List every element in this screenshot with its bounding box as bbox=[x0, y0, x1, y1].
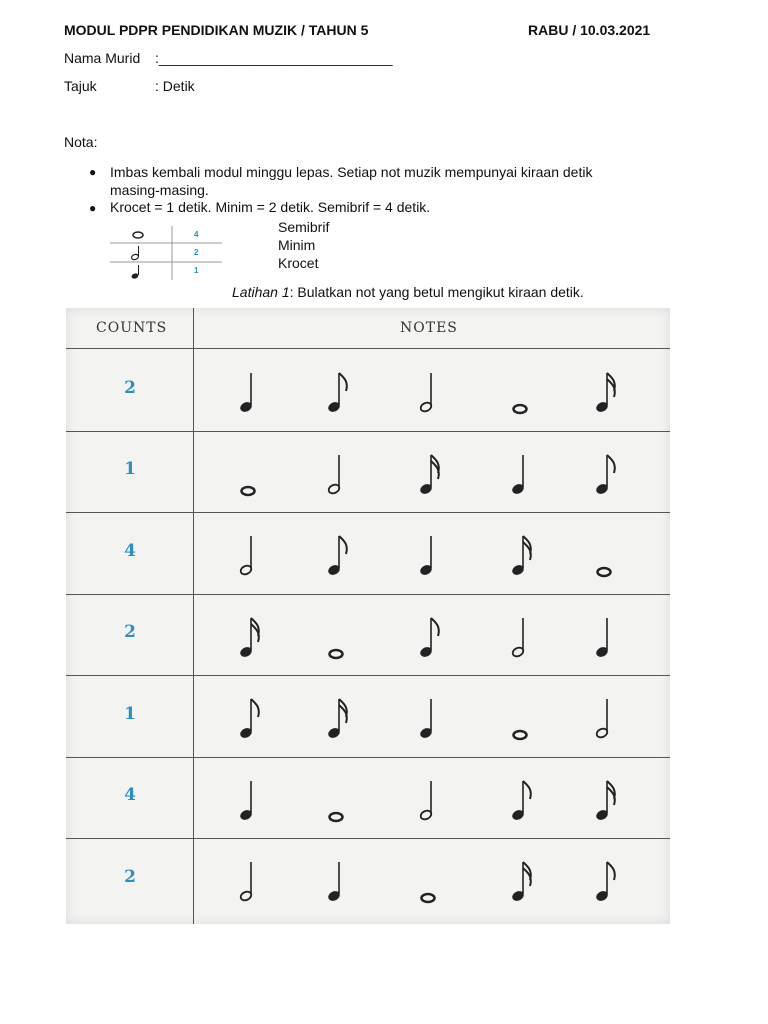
semiquaver-note-icon[interactable] bbox=[590, 767, 630, 827]
crotchet-note-icon[interactable] bbox=[506, 441, 546, 501]
minim-note-icon[interactable] bbox=[506, 604, 546, 664]
bullet-text-1 bbox=[110, 163, 670, 199]
count-value: 1 bbox=[124, 703, 136, 724]
legend-count-semibreve: 4 bbox=[194, 230, 199, 239]
semibreve-note-icon[interactable] bbox=[506, 685, 546, 745]
legend-semibrif: Semibrif bbox=[278, 219, 330, 235]
counts-notes-worksheet bbox=[66, 308, 670, 924]
column-header-notes: NOTES bbox=[400, 320, 458, 336]
row-divider bbox=[66, 838, 670, 839]
exercise-instruction bbox=[232, 284, 584, 300]
student-name-line: :______________________________ bbox=[155, 50, 393, 66]
count-value: 4 bbox=[124, 785, 136, 806]
exercise-label: Latihan 1 bbox=[232, 284, 290, 300]
module-title: MODUL PDPR PENDIDIKAN MUZIK / TAHUN 5 bbox=[64, 22, 369, 38]
bullet-text-2: Krocet = 1 detik. Minim = 2 detik. Semibrif = 4 detik. bbox=[110, 199, 431, 215]
semibreve-icon bbox=[133, 232, 143, 238]
legend-names bbox=[278, 218, 329, 272]
count-value: 1 bbox=[124, 459, 136, 480]
bullet-dot: ● bbox=[89, 201, 97, 215]
count-value: 4 bbox=[124, 540, 136, 561]
crotchet-note-icon[interactable] bbox=[322, 848, 362, 908]
bullet-1-line-2: masing-masing. bbox=[110, 182, 209, 198]
crotchet-note-icon[interactable] bbox=[234, 767, 274, 827]
column-header-counts: COUNTS bbox=[96, 320, 168, 336]
semibreve-note-icon[interactable] bbox=[234, 441, 274, 501]
topic-label: Tajuk bbox=[64, 78, 97, 94]
semiquaver-note-icon[interactable] bbox=[322, 685, 362, 745]
legend-count-minim: 2 bbox=[194, 248, 199, 257]
row-divider bbox=[66, 757, 670, 758]
semibreve-note-icon[interactable] bbox=[322, 604, 362, 664]
count-value: 2 bbox=[124, 377, 136, 398]
crotchet-note-icon[interactable] bbox=[414, 685, 454, 745]
count-value: 2 bbox=[124, 866, 136, 887]
bullet-dot: ● bbox=[89, 165, 97, 179]
minim-note-icon[interactable] bbox=[414, 767, 454, 827]
minim-note-icon[interactable] bbox=[322, 441, 362, 501]
crotchet-icon bbox=[131, 272, 139, 279]
minim-note-icon[interactable] bbox=[234, 522, 274, 582]
minim-note-icon[interactable] bbox=[414, 359, 454, 419]
legend-grid bbox=[110, 226, 222, 280]
semiquaver-note-icon[interactable] bbox=[590, 359, 630, 419]
notes-heading: Nota: bbox=[64, 134, 98, 150]
quaver-note-icon[interactable] bbox=[322, 522, 362, 582]
semibreve-note-icon[interactable] bbox=[322, 767, 362, 827]
semiquaver-note-icon[interactable] bbox=[234, 604, 274, 664]
row-divider bbox=[66, 431, 670, 432]
semibreve-note-icon[interactable] bbox=[506, 359, 546, 419]
legend-count-crotchet: 1 bbox=[194, 266, 199, 275]
crotchet-note-icon[interactable] bbox=[414, 522, 454, 582]
minim-icon bbox=[131, 253, 139, 260]
exercise-text: : Bulatkan not yang betul mengikut kiraan detik. bbox=[289, 284, 584, 300]
row-divider bbox=[66, 594, 670, 595]
semiquaver-note-icon[interactable] bbox=[414, 441, 454, 501]
count-value: 2 bbox=[124, 622, 136, 643]
crotchet-note-icon[interactable] bbox=[590, 604, 630, 664]
quaver-note-icon[interactable] bbox=[322, 359, 362, 419]
row-divider bbox=[66, 675, 670, 676]
minim-note-icon[interactable] bbox=[234, 848, 274, 908]
quaver-note-icon[interactable] bbox=[590, 848, 630, 908]
semibreve-note-icon[interactable] bbox=[590, 522, 630, 582]
student-name-label: Nama Murid bbox=[64, 50, 141, 66]
legend-minim: Minim bbox=[278, 237, 316, 253]
semiquaver-note-icon[interactable] bbox=[506, 848, 546, 908]
quaver-note-icon[interactable] bbox=[590, 441, 630, 501]
quaver-note-icon[interactable] bbox=[234, 685, 274, 745]
semibreve-note-icon[interactable] bbox=[414, 848, 454, 908]
bullet-1-line-1: Imbas kembali modul minggu lepas. Setiap not muzik mempunyai kiraan detik bbox=[110, 164, 593, 180]
column-divider bbox=[193, 308, 194, 924]
topic-value: : Detik bbox=[155, 78, 195, 94]
semiquaver-note-icon[interactable] bbox=[506, 522, 546, 582]
quaver-note-icon[interactable] bbox=[414, 604, 454, 664]
header-divider bbox=[66, 348, 670, 349]
quaver-note-icon[interactable] bbox=[506, 767, 546, 827]
row-divider bbox=[66, 512, 670, 513]
minim-note-icon[interactable] bbox=[590, 685, 630, 745]
date-label: RABU / 10.03.2021 bbox=[528, 22, 651, 38]
legend-krocet: Krocet bbox=[278, 255, 319, 271]
crotchet-note-icon[interactable] bbox=[234, 359, 274, 419]
note-legend-table bbox=[110, 226, 222, 280]
